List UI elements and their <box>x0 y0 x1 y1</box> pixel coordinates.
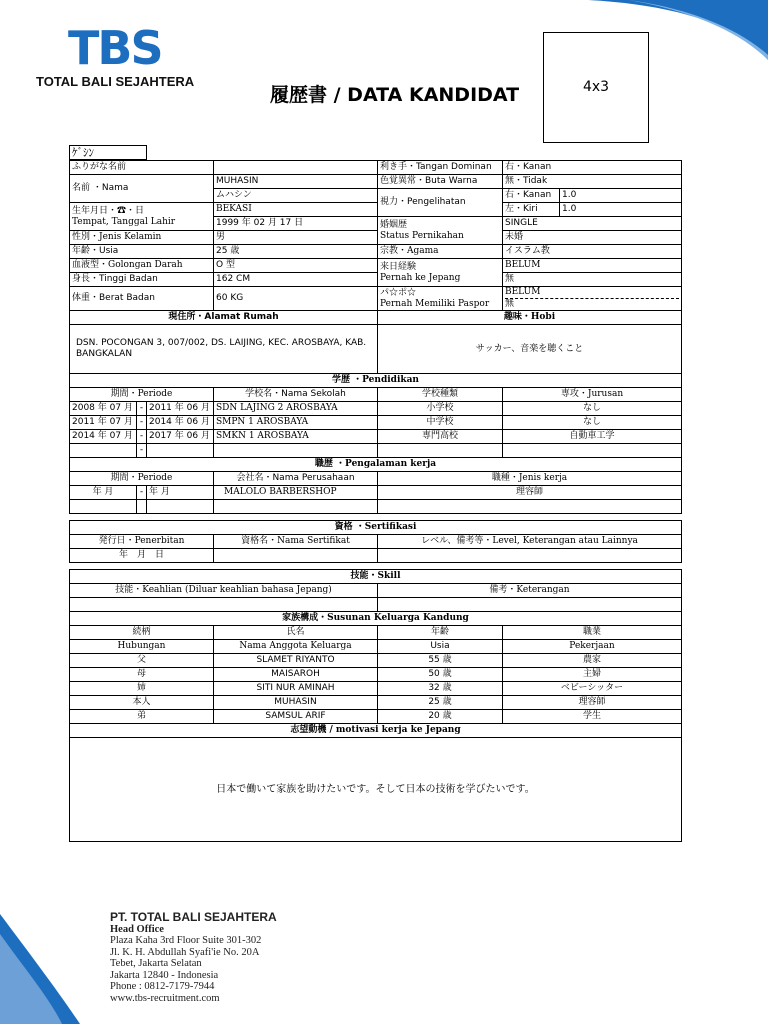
table-row <box>70 430 682 444</box>
edu-start: 2008 年 07 月 <box>70 402 137 416</box>
weight-label: 体重・Berat Badan <box>70 287 214 311</box>
name-value-katakana: ムハシン <box>214 189 378 203</box>
blood-value: O 型 <box>214 259 378 273</box>
work-end <box>147 500 214 514</box>
motivation-heading: 志望動機 / motivasi kerja ke Jepang <box>70 724 682 738</box>
family-job: 農家 <box>503 654 682 668</box>
family-age: 20 歳 <box>378 710 503 724</box>
marital-label-id: Status Pernikahan <box>380 230 464 241</box>
table-row <box>70 668 682 682</box>
religion-value: イスラム教 <box>503 245 682 259</box>
education-col-type: 学校種類 <box>378 388 503 402</box>
table-row <box>70 598 682 612</box>
skill-col-skill: 技能・Keahlian (Diluar keahlian bahasa Jepang) <box>70 584 378 598</box>
birth-label <box>70 203 214 231</box>
table-row <box>70 500 682 514</box>
family-age: 55 歳 <box>378 654 503 668</box>
family-rel: 母 <box>70 668 214 682</box>
edu-school: SDN LAJING 2 AROSBAYA <box>214 402 378 416</box>
vision-right-value: 1.0 <box>560 189 682 203</box>
family-col-job-jp: 職業 <box>503 626 682 640</box>
vision-right-label: 右・Kanan <box>503 189 560 203</box>
table-row <box>70 486 682 500</box>
marital-label-jp: 婚姻歴 <box>380 219 408 230</box>
photo-box <box>543 32 649 143</box>
cert-col-date: 発行日・Penerbitan <box>70 535 214 549</box>
edu-start: 2011 年 07 月 <box>70 416 137 430</box>
edu-major: なし <box>503 416 682 430</box>
skill-heading: 技能・Skill <box>70 570 682 584</box>
family-age: 25 歳 <box>378 696 503 710</box>
page-title: 履歴書 / DATA KANDIDAT <box>270 84 520 106</box>
japan-visit-label-id: Pernah ke Jepang <box>380 272 461 283</box>
colorblind-label: 色覚異常・Buta Warna <box>378 175 503 189</box>
edu-major: 自動車工学 <box>503 430 682 444</box>
birth-label-id: Tempat, Tanggal Lahir <box>72 216 176 227</box>
company-logo <box>36 21 195 89</box>
passport-label-jp: パ☆ポ☆ <box>380 287 417 298</box>
family-heading: 家族構成・Susunan Keluarga Kandung <box>70 612 682 626</box>
family-col-rel: Hubungan <box>70 640 214 654</box>
edu-end: 2014 年 06 月 <box>147 416 214 430</box>
family-col-age-jp: 年齢 <box>378 626 503 640</box>
japan-visit-value: BELUM <box>503 259 682 273</box>
photo-label: 4x3 <box>582 79 610 95</box>
cert-col-level: レベル、備考等・Level, Keterangan atau Lainnya <box>378 535 682 549</box>
table-row <box>70 696 682 710</box>
marital-label <box>378 217 503 245</box>
education-col-period: 期間・Periode <box>70 388 214 402</box>
family-rel: 姉 <box>70 682 214 696</box>
birth-label-jp: 生年月日・☎・日 <box>72 205 145 216</box>
footer-line: Jl. K. H. Abdullah Syafi'ie No. 20A <box>110 946 260 958</box>
edu-end: 2011 年 06 月 <box>147 402 214 416</box>
passport-value-jp: 無 <box>505 299 515 309</box>
religion-label: 宗教・Agama <box>378 245 503 259</box>
edu-sep: - <box>137 444 147 458</box>
gender-label: 性別・Jenis Kelamin <box>70 231 214 245</box>
edu-school: SMPN 1 AROSBAYA <box>214 416 378 430</box>
skill-value <box>70 598 378 612</box>
age-label: 年齢・Usia <box>70 245 214 259</box>
cert-level <box>378 549 682 563</box>
work-job <box>378 500 682 514</box>
weight-value: 60 KG <box>214 287 378 311</box>
name-label: 名前 ・Nama <box>70 175 214 203</box>
passport-value-id: BELUM <box>505 287 679 299</box>
corner-decoration-bottom <box>0 914 80 1024</box>
cert-name <box>214 549 378 563</box>
work-col-job: 職種・Jenis kerja <box>378 472 682 486</box>
edu-end <box>147 444 214 458</box>
vision-left-value: 1.0 <box>560 203 682 217</box>
japan-visit-label-jp: 来日経験 <box>380 261 417 272</box>
marital-value: SINGLE <box>503 217 682 231</box>
passport-label-id: Pernah Memiliki Paspor <box>380 298 490 309</box>
work-col-period: 期間・Periode <box>70 472 214 486</box>
hand-value: 右・Kanan <box>503 161 682 175</box>
motivation-value: 日本で働いて家族を助けたいです。そして日本の技術を学びたいです。 <box>70 738 682 842</box>
edu-school: SMKN 1 AROSBAYA <box>214 430 378 444</box>
family-job: ベビーシッター <box>503 682 682 696</box>
furigana-label: ふりがな名前 <box>70 161 214 175</box>
table-row <box>70 444 682 458</box>
address-value: DSN. POCONGAN 3, 007/002, DS. LAIJING, KEC. AROSBAYA, KAB. BANGKALAN <box>70 325 378 374</box>
table-row <box>70 549 682 563</box>
birth-place: BEKASI <box>214 203 378 217</box>
edu-sep: - <box>137 430 147 444</box>
edu-type: 小学校 <box>378 402 503 416</box>
education-col-major: 専攻・Jurusan <box>503 388 682 402</box>
footer-address <box>110 912 277 1004</box>
skill-note <box>378 598 682 612</box>
candidate-form <box>69 160 682 842</box>
name-value: MUHASIN <box>214 175 378 189</box>
education-heading: 学歴 ・Pendidikan <box>70 374 682 388</box>
footer-office: Head Office <box>110 923 164 935</box>
footer-line: Jakarta 12840 - Indonesia <box>110 969 219 981</box>
edu-type <box>378 444 503 458</box>
work-end: 年 月 <box>147 486 214 500</box>
family-name: SLAMET RIYANTO <box>214 654 378 668</box>
blood-label: 血液型・Golongan Darah <box>70 259 214 273</box>
table-row <box>70 654 682 668</box>
family-job: 理容師 <box>503 696 682 710</box>
family-name: SITI NUR AMINAH <box>214 682 378 696</box>
work-company: MALOLO BARBERSHOP <box>214 486 378 500</box>
height-label: 身長・Tinggi Badan <box>70 273 214 287</box>
family-rel: 本人 <box>70 696 214 710</box>
education-col-school: 学校名・Nama Sekolah <box>214 388 378 402</box>
family-rel: 弟 <box>70 710 214 724</box>
colorblind-value: 無・Tidak <box>503 175 682 189</box>
hobby-value: サッカー、音楽を聴くこと <box>378 325 682 374</box>
family-name: MAISAROH <box>214 668 378 682</box>
work-job: 理容師 <box>378 486 682 500</box>
cert-heading: 資格 ・Sertifikasi <box>70 521 682 535</box>
japan-visit-label <box>378 259 503 287</box>
section-spacer <box>70 563 682 570</box>
cert-col-name: 資格名・Nama Sertifikat <box>214 535 378 549</box>
edu-start <box>70 444 137 458</box>
footer-line: Tebet, Jakarta Selatan <box>110 958 202 969</box>
family-job: 主婦 <box>503 668 682 682</box>
family-col-name: Nama Anggota Keluarga <box>214 640 378 654</box>
edu-major: なし <box>503 402 682 416</box>
passport-label <box>378 287 503 311</box>
skill-col-note: 備考・Keterangan <box>378 584 682 598</box>
work-sep <box>137 500 147 514</box>
family-age: 50 歳 <box>378 668 503 682</box>
edu-major <box>503 444 682 458</box>
furigana-value <box>214 161 378 175</box>
edu-end: 2017 年 06 月 <box>147 430 214 444</box>
table-row <box>70 402 682 416</box>
edu-school <box>214 444 378 458</box>
work-start: 年 月 <box>70 486 137 500</box>
footer-line: www.tbs-recruitment.com <box>110 992 220 1004</box>
logo-mark: TBS <box>68 21 162 75</box>
table-row <box>70 710 682 724</box>
work-sep: - <box>137 486 147 500</box>
work-start <box>70 500 137 514</box>
family-col-job: Pekerjaan <box>503 640 682 654</box>
family-name: MUHASIN <box>214 696 378 710</box>
edu-type: 中学校 <box>378 416 503 430</box>
family-age: 32 歳 <box>378 682 503 696</box>
family-col-age: Usia <box>378 640 503 654</box>
marital-value-jp: 未婚 <box>503 231 682 245</box>
vision-left-label: 左・Kiri <box>503 203 560 217</box>
section-spacer <box>70 514 682 521</box>
name-box: ｹﾞｼﾝ <box>69 145 147 160</box>
cert-date: 年 月 日 <box>70 549 214 563</box>
hand-label: 利き手・Tangan Dominan <box>378 161 503 175</box>
work-col-company: 会社名・Nama Perusahaan <box>214 472 378 486</box>
address-heading: 現住所・Alamat Rumah <box>70 311 378 325</box>
birth-date: 1999 年 02 月 17 日 <box>214 217 378 231</box>
family-rel: 父 <box>70 654 214 668</box>
edu-type: 専門高校 <box>378 430 503 444</box>
table-row <box>70 416 682 430</box>
footer-line: Phone : 0812-7179-7944 <box>110 981 215 992</box>
footer-line: Plaza Kaha 3rd Floor Suite 301-302 <box>110 935 262 946</box>
family-col-rel-jp: 続柄 <box>70 626 214 640</box>
logo-company-name: TOTAL BALI SEJAHTERA <box>36 74 195 89</box>
work-company <box>214 500 378 514</box>
edu-sep: - <box>137 402 147 416</box>
hobby-heading: 趣味・Hobi <box>378 311 682 325</box>
footer-company: PT. TOTAL BALI SEJAHTERA <box>110 910 277 924</box>
family-col-name-jp: 氏名 <box>214 626 378 640</box>
vision-label: 視力・Pengelihatan <box>378 189 503 217</box>
age-value: 25 歳 <box>214 245 378 259</box>
japan-visit-value-jp: 無 <box>503 273 682 287</box>
family-job: 学生 <box>503 710 682 724</box>
family-name: SAMSUL ARIF <box>214 710 378 724</box>
table-row <box>70 682 682 696</box>
passport-value <box>503 287 682 311</box>
gender-value: 男 <box>214 231 378 245</box>
edu-start: 2014 年 07 月 <box>70 430 137 444</box>
edu-sep: - <box>137 416 147 430</box>
work-heading: 職歴 ・Pengalaman kerja <box>70 458 682 472</box>
height-value: 162 CM <box>214 273 378 287</box>
